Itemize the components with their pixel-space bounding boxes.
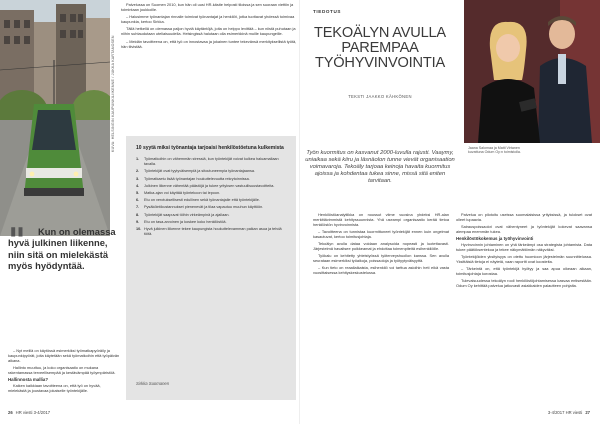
lead-paragraph: Työn kuormitus on kasvanut 2000-luvulla rajusti. Vaaymy, uniaikaa sekä kiiru ja läsnäolon tunne vievät organisaation voimavaroja. Tekoäly tarjoaa keinoja havaita kuormitus ajoissa ja kohdentaa tukea sinne, missä sitä eniten tarvitaan. bbox=[305, 150, 455, 184]
article-headline: TEKOÄLYN AVULLA PAREMPAA TYÖHYVINVOINTIA bbox=[314, 25, 446, 72]
body-paragraph: Työntekijöiden yksityisyys on otettu huomioon järjestelmän suunnittelussa. Yksittäisiä tietoja ei näytetä, vaan raportit ovat koosteita. bbox=[456, 254, 592, 264]
tip-item: 10. Hyvä julkinen liikenne tekee kaupungista houkuttelevamman paikan asua ja tehdä töitä. bbox=[136, 227, 282, 236]
intro-paragraph: – Meidän tavoitteena on, että työ on innostavaa ja jokainen tuntee tekevänsä merkityksellistä työtä, hän tiivistää. bbox=[121, 38, 297, 49]
magazine-issue: 3-4/2017 HR viesti bbox=[547, 410, 583, 415]
tram-photo bbox=[0, 0, 110, 236]
tram-photo-image bbox=[0, 0, 110, 236]
tip-text: Työntekijät saapuvat töihin virkeämpinä ja ajallaan. bbox=[144, 212, 230, 217]
body-paragraph: Tulevaisuudessa tekoälyn rooli henkilöstöjohtamisessa kasvaa entisestään. Odum Oy kehittää palvelua jatkuvasti asiakkaiden palautteen pohjalta. bbox=[456, 278, 592, 288]
lower-left-column bbox=[8, 348, 120, 394]
subheading: Henkilöstökokemus ja työhyvinvointi bbox=[456, 236, 534, 241]
body-paragraph: Kaiken kaikkiaan tavoitteena on, että työ on hyvää, mielekästä ja joustavaa jokaiselle työntekijälle. bbox=[8, 382, 101, 393]
photo-caption: Jaana Salomaa ja Matti Virtanen kuvattuna Odum Oy:n toimistolla. bbox=[468, 146, 521, 155]
people-photo bbox=[464, 0, 600, 143]
tips-author: Sirkka Suomanen bbox=[136, 381, 170, 386]
subheading: Hallinnosta mallia? bbox=[8, 376, 49, 382]
tip-item: 2. Työntekijät ovat tyytyväisempiä ja sitoutuneempia työnantajaansa. bbox=[136, 169, 256, 174]
quote-mark-icon: " bbox=[8, 221, 26, 261]
tips-title: 10 syytä miksi työnantaja tarjoaisi henkilöstöetuna kulkemista bbox=[136, 145, 284, 151]
tip-item: 6. Etu on verotuksellisesti edullinen sekä työnantajalle että työntekijälle. bbox=[136, 198, 260, 203]
tip-item: 4. Julkinen liikenne vähentää päästöjä ja tukee yrityksen vastuullisuustavoitteita. bbox=[136, 183, 275, 188]
tips-list bbox=[136, 157, 286, 237]
tip-item: 1. Työmatkoihin on vähemmän stressiä, kun työntekijät voivat kulkea haluamallaan tavalla. bbox=[136, 157, 279, 167]
section-label: TIEDOTUS bbox=[313, 9, 342, 14]
body-paragraph: Henkilöstöanalytiikka on noussut viime vuosina yhdeksi HR-alan merkittävimmistä kehityssuunnista. Yhä useampi organisaatio kerää tietoa henkilöstön hyvinvoinnista. bbox=[313, 212, 449, 227]
body-paragraph: Hyvinvoinnin johtaminen on yhä tärkeämpi osa strategista johtamista. Data tukee päätöksentekoa ja tekee näkymättömän näkyväksi. bbox=[456, 242, 592, 252]
tip-text: Työmatkaetu lisää työnantajan houkuttelevuutta rekrytoinnissa. bbox=[144, 176, 250, 181]
pull-quote-text: Kun on olemassa hyvä julkinen liikenne, niin sitä on mielekästä myös hyödyntää. bbox=[8, 226, 116, 272]
article-column-2 bbox=[456, 212, 592, 290]
page-number: 27 bbox=[585, 410, 590, 415]
tips-box bbox=[126, 136, 296, 400]
tip-text: Työntekijät ovat tyytyväisempiä ja sitoutuneempia työnantajaansa. bbox=[144, 169, 256, 174]
body-paragraph: Tekoälyn avulla dataa voidaan analysoida nopeasti ja luotettavasti. Järjestelmä havaitsee poikkeamat ja ehdottaa toimenpiteitä esihenkilöille. bbox=[313, 241, 449, 251]
photo-credit: KUVA: HELSINGIN KAUPUNKILIIKENNE / JUKKA KARTANOSEN bbox=[111, 35, 115, 152]
tip-item: 9. Etu on tasa-arvoinen ja koskee koko henkilöstöä. bbox=[136, 219, 227, 224]
tip-text: Pysäköintikustannukset pienenevät ja tilaa vapautuu muuhun käyttöön. bbox=[144, 205, 264, 210]
article-column-1 bbox=[313, 212, 449, 277]
byline: TEKSTI JAAKKO KÄHKÖNEN bbox=[348, 94, 412, 99]
intro-column bbox=[121, 2, 297, 51]
tip-text: Etu on tasa-arvoinen ja koskee koko henkilöstöä. bbox=[144, 219, 227, 224]
tip-text: Työmatkoihin on vähemmän stressiä, kun työntekijät voivat kulkea haluamallaan tavalla. bbox=[144, 157, 279, 167]
tip-text: Etu on verotuksellisesti edullinen sekä työnantajalle että työntekijälle. bbox=[144, 198, 260, 203]
tip-text: Hyvä julkinen liikenne tekee kaupungista houkuttelevamman paikan asua ja tehdä töitä. bbox=[144, 227, 282, 236]
tip-text: Julkinen liikenne vähentää päästöjä ja tukee yrityksen vastuullisuustavoitteita. bbox=[144, 183, 275, 188]
tip-item: 3. Työmatkaetu lisää työnantajan houkuttelevuutta rekrytoinnissa. bbox=[136, 176, 250, 181]
people-photo-image bbox=[464, 0, 600, 143]
tip-text: Matka-ajan voi käyttää työntekoon tai lepoon. bbox=[144, 191, 221, 196]
body-paragraph: – Nyt meillä on käytössä esimerkiksi työmatkapyöräily ja kaupunkipyörät, joita käytetään sekä työmatkoihin että työpäivän aikana. bbox=[8, 348, 120, 363]
tip-item: 5. Matka-ajan voi käyttää työntekoon tai lepoon. bbox=[136, 191, 221, 196]
footer-right bbox=[548, 410, 590, 415]
page-number: 26 bbox=[8, 410, 13, 415]
footer-left bbox=[8, 410, 50, 415]
magazine-issue: HR viesti 3-4/2017 bbox=[15, 410, 51, 415]
body-paragraph: Palvelua on pilotoitu useissa suomalaisissa yrityksissä, ja tulokset ovat olleet lupaavia. bbox=[456, 212, 592, 222]
intro-paragraph: – Halusimme työnantajan rinnalle toimivat työnantajat ja henkilöt, jotka tuottavat yhdessä toimivaa kaupunkia, kertoo Sirkka. bbox=[121, 14, 295, 25]
body-paragraph: – Tärkeintä on, että työntekijä hyötyy ja saa apua oikeaan aikaan, toimitusjohtaja korostaa. bbox=[456, 266, 592, 276]
intro-paragraph: Palvelussa on Suomen 2010, kun hän oli uusi HR-käsite helposti tiloissa ja sen suoraan viettiin ja toimintaan joukkoille. bbox=[121, 2, 294, 13]
body-paragraph: Sairauspoissaolot ovat vähentyneet ja työntekijät kokevat saavansa aiempaa enemmän tukea. bbox=[456, 224, 592, 234]
body-paragraph: – Kun tieto on reaaliaikaista, esihenkilö voi tarttua asioihin heti eikä vasta vuosittaisessa kehityskeskustelussa. bbox=[313, 265, 449, 275]
body-paragraph: Hallinto muuttuu, ja koko organisaatio on mukana rakentamassa terveellisempää ja kestävämpää työympäristöä. bbox=[8, 364, 116, 375]
intro-paragraph: Tällä hetkellä on olemassa paljon hyviä käytäntöjä, joita on helppo levittää – kun niistä puhutaan ja niihin suhtaudutaan uteliaisuudella. Helsingissä halutaan olla esimerkkinä muille kaupungeille. bbox=[121, 26, 296, 37]
tip-item: 7. Pysäköintikustannukset pienenevät ja tilaa vapautuu muuhun käyttöön. bbox=[136, 205, 264, 210]
tip-item: 8. Työntekijät saapuvat töihin virkeämpinä ja ajallaan. bbox=[136, 212, 230, 217]
body-paragraph: Työkalu on kehitetty yhteistyössä työterveyshuollon kanssa. Sen avulla seurataan esimerkiksi työaikoja, poissaoloja ja työtyytyväisyyttä. bbox=[313, 253, 449, 263]
body-paragraph: – Tavoitteena on tunnistaa kuormittuneet työntekijät ennen kuin ongelmat kasautuvat, kertoo toimitusjohtaja. bbox=[313, 229, 449, 239]
